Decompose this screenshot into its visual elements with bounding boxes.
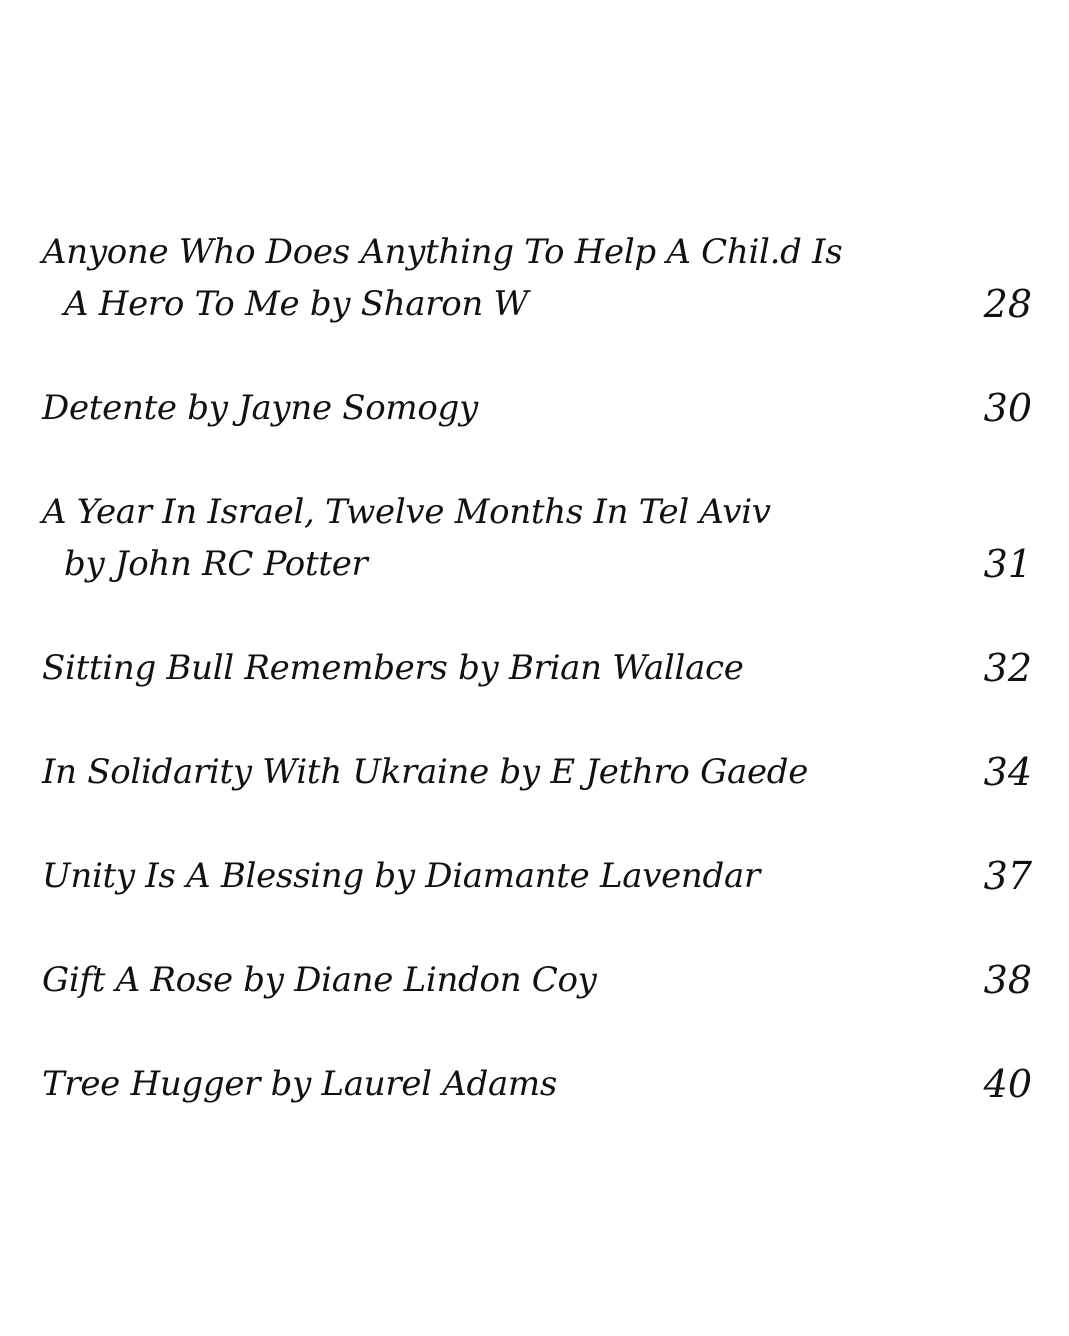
toc-entry xyxy=(42,746,1032,798)
entry-page-number: 32 xyxy=(983,646,1032,690)
toc-entry xyxy=(42,850,1032,902)
entry-page-number: 40 xyxy=(983,1062,1032,1106)
toc-entry xyxy=(42,226,1032,330)
entry-page-number: 38 xyxy=(983,958,1032,1002)
toc-entry xyxy=(42,642,1032,694)
toc-entry xyxy=(42,486,1032,590)
entry-page-number: 28 xyxy=(983,282,1032,326)
entry-page-number: 31 xyxy=(983,542,1032,586)
toc-entry xyxy=(42,954,1032,1006)
entry-title-line: Detente by Jayne Somogy xyxy=(42,388,478,428)
entry-title-line: A Year In Israel, Twelve Months In Tel Aviv xyxy=(42,492,771,532)
entry-page-number: 30 xyxy=(983,386,1032,430)
entry-title-line: by John RC Potter xyxy=(64,544,368,584)
entry-title-line: Gift A Rose by Diane Lindon Coy xyxy=(42,960,597,1000)
entry-title-line: Tree Hugger by Laurel Adams xyxy=(42,1064,557,1104)
entry-title-line: Sitting Bull Remembers by Brian Wallace xyxy=(42,648,744,688)
entry-title-line: Unity Is A Blessing by Diamante Lavendar xyxy=(42,856,760,896)
entry-title-line: A Hero To Me by Sharon W xyxy=(64,284,529,324)
toc-entry xyxy=(42,1058,1032,1110)
entry-page-number: 34 xyxy=(983,750,1032,794)
entry-title-line: In Solidarity With Ukraine by E Jethro Gaede xyxy=(42,752,809,792)
toc-entry xyxy=(42,382,1032,434)
entry-page-number: 37 xyxy=(983,854,1032,898)
entry-title-line: Anyone Who Does Anything To Help A Chil.d Is xyxy=(42,232,843,272)
